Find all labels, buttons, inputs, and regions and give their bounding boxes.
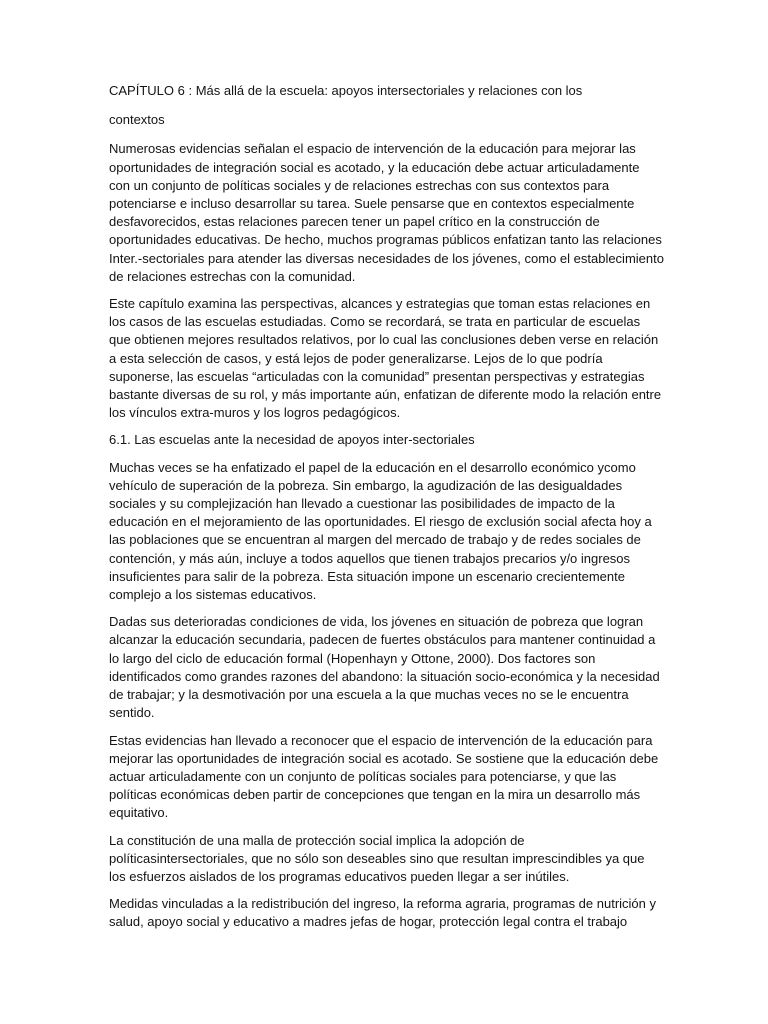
section-heading: 6.1. Las escuelas ante la necesidad de apoyos inter-sectoriales (109, 432, 475, 448)
body-paragraph: Numerosas evidencias señalan el espacio de intervención de la educación para mejorar las oportunidades de integración social es acotado, y la educación debe actuar articuladamente con un conjunto de políticas sociales y de relaciones estrechas con sus contextos para potenciarse e incluso desarrollar su tarea. Suele pensarse que en contextos especialmente desfavorecidos, estas relaciones parecen tener un papel crítico en la construcción de oportunidades educativas. De hecho, muchos programas públicos enfatizan tanto las relaciones Inter.-sectoriales para atender las diversas necesidades de los jóvenes, como el establecimiento de relaciones estrechas con la comunidad. (109, 141, 664, 284)
body-paragraph: Dadas sus deterioradas condiciones de vida, los jóvenes en situación de pobreza que logran alcanzar la educación secundaria, padecen de fuertes obstáculos para mantener continuidad a lo largo del ciclo de educación formal (Hopenhayn y Ottone, 2000). Dos factores son identificados como grandes razones del abandono: la situación socio-económica y la necesidad de trabajar; y la desmotivación por una escuela a la que muchas veces no se le encuentra sentido. (109, 614, 660, 721)
body-paragraph: Medidas vinculadas a la redistribución del ingreso, la reforma agraria, programas de nutrición y salud, apoyo social y educativo a madres jefas de hogar, protección legal contra el trabajo (109, 896, 656, 930)
body-paragraph: Muchas veces se ha enfatizado el papel de la educación en el desarrollo económico ycomo vehículo de superación de la pobreza. Sin embargo, la agudización de las desigualdades sociales y su complejización han llevado a cuestionar las posibilidades de impacto de la educación en el mejoramiento de las oportunidades. El riesgo de exclusión social afecta hoy a las poblaciones que se encuentran al margen del mercado de trabajo y de redes sociales de contención, y más aún, incluye a todos aquellos que tienen trabajos precarios y/o ingresos insuficientes para salir de la pobreza. Esta situación impone un escenario crecientemente complejo a los sistemas educativos. (109, 459, 652, 603)
chapter-title-continued: contextos (109, 112, 165, 128)
body-paragraph: Este capítulo examina las perspectivas, alcances y estrategias que toman estas relaciones en los casos de las escuelas estudiadas. Como se recordará, se trata en particular de escuelas que obtienen mejores resultados relativos, por lo cual las conclusiones deben verse en relación a esta selección de casos, y está lejos de poder generalizarse. Lejos de lo que podría suponerse, las escuelas “articuladas con la comunidad” presentan perspectivas y estrategias bastante diversas de su rol, y más importante aún, enfatizan de diferente modo la relación entre los vínculos extra-muros y los logros pedagógicos. (109, 296, 662, 421)
body-paragraph: La constitución de una malla de protección social implica la adopción de políticasintersectoriales, que no sólo son deseables sino que resultan imprescindibles ya que los esfuerzos aislados de los programas educativos pueden llegar a ser inútiles. (109, 832, 645, 884)
chapter-title: CAPÍTULO 6 : Más allá de la escuela: apoyos intersectoriales y relaciones con los (109, 83, 583, 98)
body-paragraph: Estas evidencias han llevado a reconocer que el espacio de intervención de la educación para mejorar las oportunidades de integración social es acotado. Se sostiene que la educación debe actuar articuladamente con un conjunto de políticas sociales para potenciarse, y que las políticas económicas deben partir de concepciones que tengan en la mira un desarrollo más equitativo. (109, 732, 659, 821)
